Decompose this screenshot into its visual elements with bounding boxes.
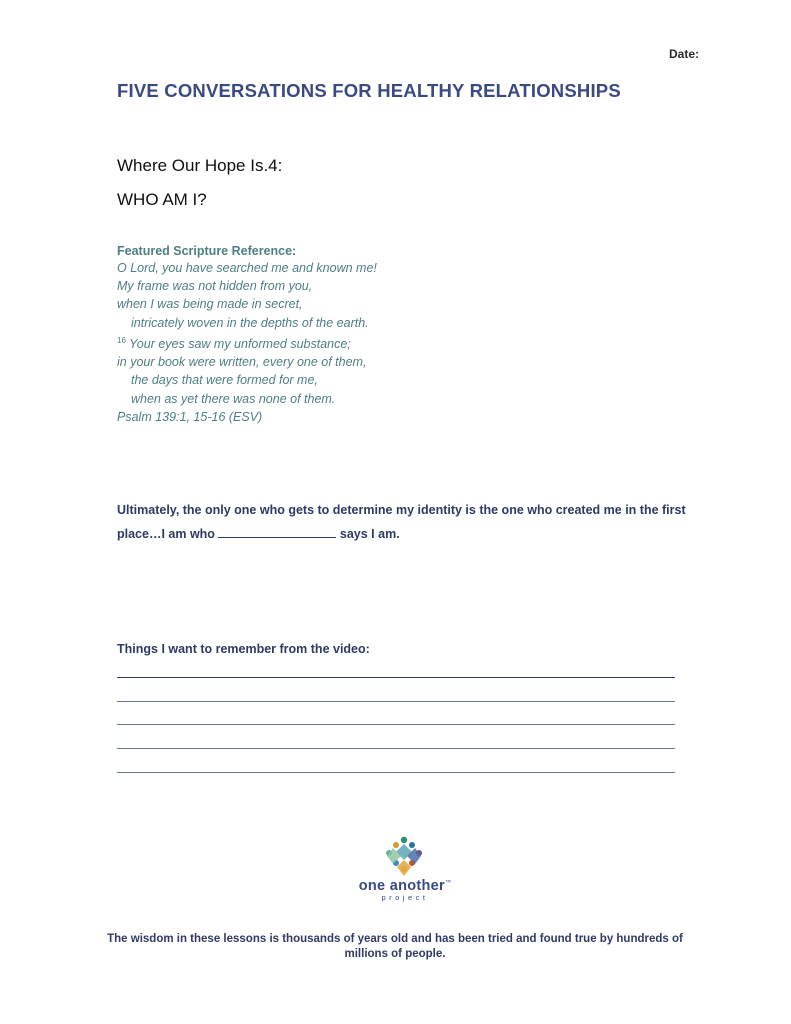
brand-sub: project [381, 893, 429, 902]
verse-number: 16 [117, 335, 126, 345]
scripture-line: My frame was not hidden from you, [117, 279, 313, 294]
scripture-line: the days that were formed for me, [131, 373, 318, 388]
scripture-line: intricately woven in the depths of the earth. [131, 315, 369, 330]
scripture-citation: Psalm 139:1, 15-16 (ESV) [117, 409, 263, 424]
scripture-block [117, 244, 537, 426]
one-another-logo-icon [383, 836, 425, 878]
session-subtitle: WHO AM I? [117, 190, 207, 209]
writing-line[interactable] [117, 701, 675, 702]
session-heading: Where Our Hope Is.4: [117, 156, 283, 175]
scripture-line-verse [117, 332, 537, 353]
scripture-line: O Lord, you have searched me and known me! [117, 261, 377, 275]
writing-line[interactable] [117, 677, 675, 678]
identity-text: Ultimately, the only one who gets to determine my identity is the one who created me in the first place…I am who [117, 503, 686, 541]
scripture-line: in your book were written, every one of them, [117, 355, 367, 370]
footer-text: The wisdom in these lessons is thousands of years old and has been tried and found true by hundreds of millions of people. [107, 933, 683, 960]
trademark-mark: ™ [444, 880, 452, 887]
date-label: Date: [668, 47, 699, 61]
scripture-heading: Featured Scripture Reference: [117, 244, 297, 258]
writing-line[interactable] [117, 724, 675, 725]
page-title: FIVE CONVERSATIONS FOR HEALTHY RELATIONSHIPS [117, 80, 621, 101]
identity-text-end: says I am. [336, 527, 400, 541]
brand-name: one another [358, 878, 445, 894]
identity-statement [117, 498, 717, 546]
scripture-line: when I was being made in secret, [117, 297, 303, 312]
brand-wordmark [340, 878, 470, 902]
fill-in-blank[interactable] [218, 526, 336, 538]
writing-line[interactable] [117, 748, 675, 749]
remember-label: Things I want to remember from the video: [117, 642, 370, 656]
scripture-line: Your eyes saw my unformed substance; [129, 336, 351, 351]
writing-line[interactable] [117, 772, 675, 773]
scripture-line: when as yet there was none of them. [131, 391, 336, 406]
